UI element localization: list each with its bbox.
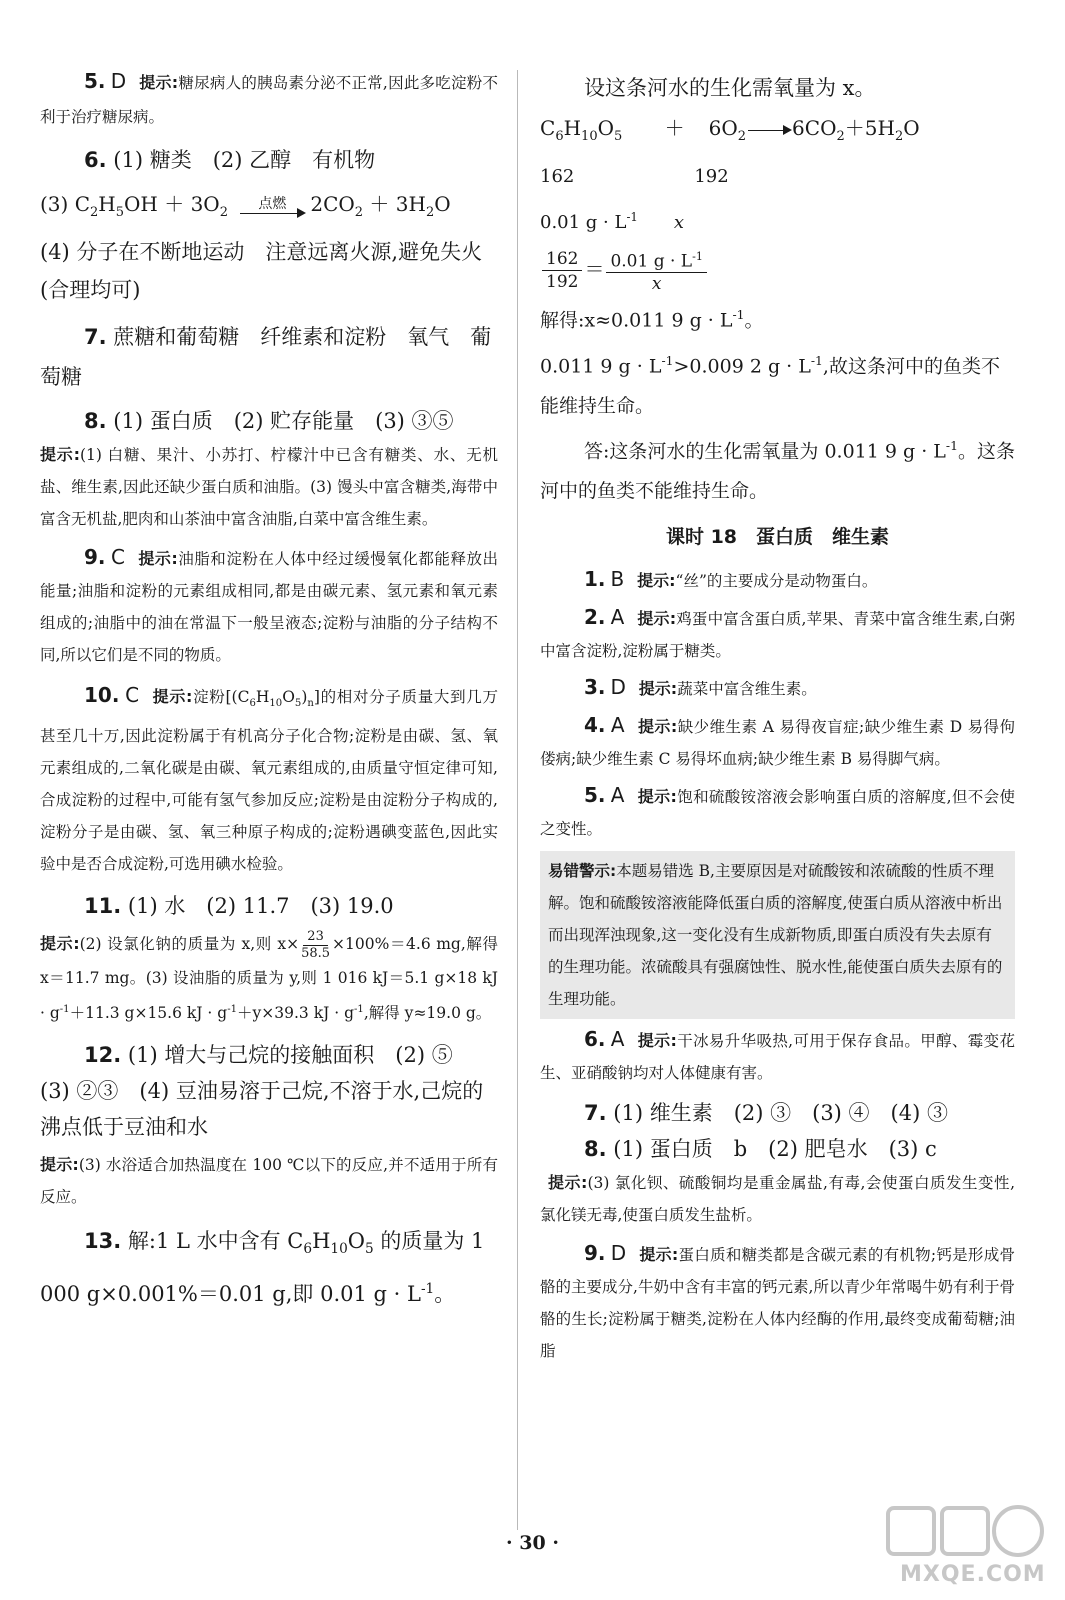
answer-6: 6. (1) 糖类 (2) 乙醇 有机物 — [84, 148, 376, 172]
answer-8: 8. (1) 蛋白质 (2) 贮存能量 (3) ③⑤ — [84, 409, 454, 433]
answer-6-part4: (4) 分子在不断地运动 注意远离火源,避免失火(合理均可) — [40, 240, 483, 302]
column-divider — [517, 70, 518, 1530]
reaction-arrow — [748, 128, 790, 131]
lesson-answer-6: 6. A 提示:干冰易升华吸热,可用于保存食品。甲醇、霉变花生、亚硝酸钠均对人体健康有害。 — [540, 1027, 1015, 1083]
solve-line: 解得:x≈0.011 9 $g \cdot L^{-1}$。 — [540, 308, 764, 332]
error-warning-box: 易错警示:本题易错选 B,主要原因是对硫酸铵和浓硫酸的性质不理解。饱和硫酸铵溶液能降低蛋白质的溶解度,使蛋白质从溶液中析出而出现浑浊现象,这一变化没有生成新物质,即蛋白质没有失去原有的生理功能。浓硫酸具有强腐蚀性、脱水性,能使蛋白质失去原有的生理功能。 — [540, 851, 1015, 1019]
proportion: $\frac{162}{192}$ ＝ $\frac{0.01 g \cdot L^{-1}}{x}$ — [540, 243, 1015, 295]
right-column — [540, 68, 1015, 1367]
hint-8: 提示:(1) 白糖、果汁、小苏打、柠檬汁中已含有糖类、水、无机盐、维生素,因此还缺少蛋白质和油脂。(3) 馒头中富含糖类,海带中富含无机盐,肥肉和山茶油中富含油脂,白菜中富含维生素。 — [40, 445, 498, 528]
answer-9: 9. C 提示:油脂和淀粉在人体中经过缓慢氧化都能释放出能量;油脂和淀粉的元素组成相同,都是由碳元素、氢元素和氧元素组成的;油脂中的油在常温下一般呈液态;淀粉与油脂的分子结构不同,所以它们是不同的物质。 — [40, 545, 498, 664]
final-answer: 答:这条河水的生化需氧量为 0.011 9 $g \cdot L^{-1}$。这条河中的鱼类不能维持生命。 — [540, 438, 1015, 503]
hint-12: 提示:(3) 水浴适合加热温度在 100 ℃以下的反应,并不适用于所有反应。 — [40, 1154, 498, 1206]
reaction-arrow: 点燃 — [240, 197, 304, 214]
lesson-answer-3: 3. D 提示:蔬菜中富含维生素。 — [584, 675, 817, 700]
left-column — [40, 62, 498, 1314]
continuation-assume: 设这条河水的生化需氧量为 x。 — [584, 76, 876, 100]
lesson-title: 课时 18 蛋白质 维生素 — [665, 526, 890, 549]
lesson-answer-9: 9. D 提示:蛋白质和糖类都是含碳元素的有机物;钙是形成骨骼的主要成分,牛奶中含有丰富的钙元素,所以青少年常喝牛奶有利于骨骼的生长;淀粉属于糖类,淀粉在人体内经酶的作用,最终变成葡萄糖;油脂 — [540, 1241, 1015, 1361]
answer-5: 5. D 提示:糖尿病人的胰岛素分泌不正常,因此多吃淀粉不利于治疗糖尿病。 — [40, 69, 498, 126]
hint-11: 提示:(2) 设氯化钠的质量为 x,则 x× $\frac{23}{58.5}$ ×100%＝4.6 mg,解得 x＝11.7 mg。(3) 设油脂的质量为 y,则 1 016 kJ＝5.1 g×18 kJ · $g^{-1}+11.3$ g×15.6 kJ · $g^{-1}+y\times 39.3$ kJ · $g^{-1}$,解得 y≈19.0 g。 — [40, 928, 498, 1022]
given-values: 0.01 $g \cdot L^{-1}$ x — [540, 210, 684, 233]
answer-7: 7. 蔗糖和葡萄糖 纤维素和淀粉 氧气 葡萄糖 — [40, 325, 492, 389]
answer-12: 12. (1) 增大与己烷的接触面积 (2) ⑤ (3) ②③ (4) 豆油易溶于己烷,不溶于水,己烷的沸点低于豆油和水 — [40, 1042, 484, 1139]
equation-starch-oxidation: $C_6H_{10}O_5 + 6O_2$ $6CO_2+5H_2O$ — [540, 116, 920, 144]
fraction-23-58.5: $\frac{23}{58.5}$ — [301, 928, 331, 961]
lesson-answer-2: 2. A 提示:鸡蛋中富含蛋白质,苹果、青菜中富含维生素,白粥中富含淀粉,淀粉属于糖类。 — [540, 605, 1016, 661]
molar-masses: 162 192 — [540, 166, 729, 187]
answer-11: 11. (1) 水 (2) 11.7 (3) 19.0 — [84, 894, 394, 919]
answer-13: 13. 解:1 L 水中含有 $C_6H_{10}O_5$ 的质量为 1 000 g×0.001%＝0.01 g,即 0.01 $g \cdot L^{-1}$。 — [40, 1228, 485, 1306]
compare-line: 0.011 9 $g \cdot L^{-1}>0.009$ 2 $g \cdot L^{-1}$,故这条河中的鱼类不能维持生命。 — [540, 353, 1000, 417]
watermark-stamp-icon — [880, 1500, 1050, 1570]
page-number: · 30 · — [506, 1532, 559, 1554]
lesson-answer-4: 4. A 提示:缺少维生素 A 易得夜盲症;缺少维生素 D 易得佝偻病;缺少维生素 C 易得坏血病;缺少维生素 B 易得脚气病。 — [540, 713, 1015, 769]
lesson-answer-8: 8. (1) 蛋白质 b (2) 肥皂水 (3) c — [584, 1137, 937, 1162]
lesson-answer-7: 7. (1) 维生素 (2) ③ (3) ④ (4) ③ — [584, 1101, 948, 1126]
lesson-answer-1: 1. B 提示:“丝”的主要成分是动物蛋白。 — [584, 567, 878, 592]
lesson-18-answers — [540, 563, 1015, 845]
equation-ethanol-combustion: (3) $C_2H_5OH + 3O_2$ 点燃 $2CO_2 + 3H_2O$ — [40, 192, 451, 220]
watermark-logo: MXQE.COM — [880, 1500, 1050, 1595]
answer-10: 10. C 提示:淀粉$[(C_6H_{10}O_5)_n]$的相对分子质量大到几万甚至几十万,因此淀粉属于有机高分子化合物;淀粉是由碳、氢、氧元素组成的,二氧化碳是由碳、氧元素组成的,由质量守恒定律可知,合成淀粉的过程中,可能有氢气参加反应;淀粉是由淀粉分子构成的,淀粉分子是由碳、氢、氧三种原子构成的;淀粉遇碘变蓝色,因此实验中是否合成淀粉,可选用碘水检验。 — [40, 683, 498, 874]
lesson-answer-5: 5. A 提示:饱和硫酸铵溶液会影响蛋白质的溶解度,但不会使之变性。 — [540, 783, 1015, 839]
lesson-hint-8: 提示:(3) 氯化钡、硫酸铜均是重金属盐,有毒,会使蛋白质发生变性,氯化镁无毒,使蛋白质发生盐析。 — [540, 1173, 1015, 1225]
